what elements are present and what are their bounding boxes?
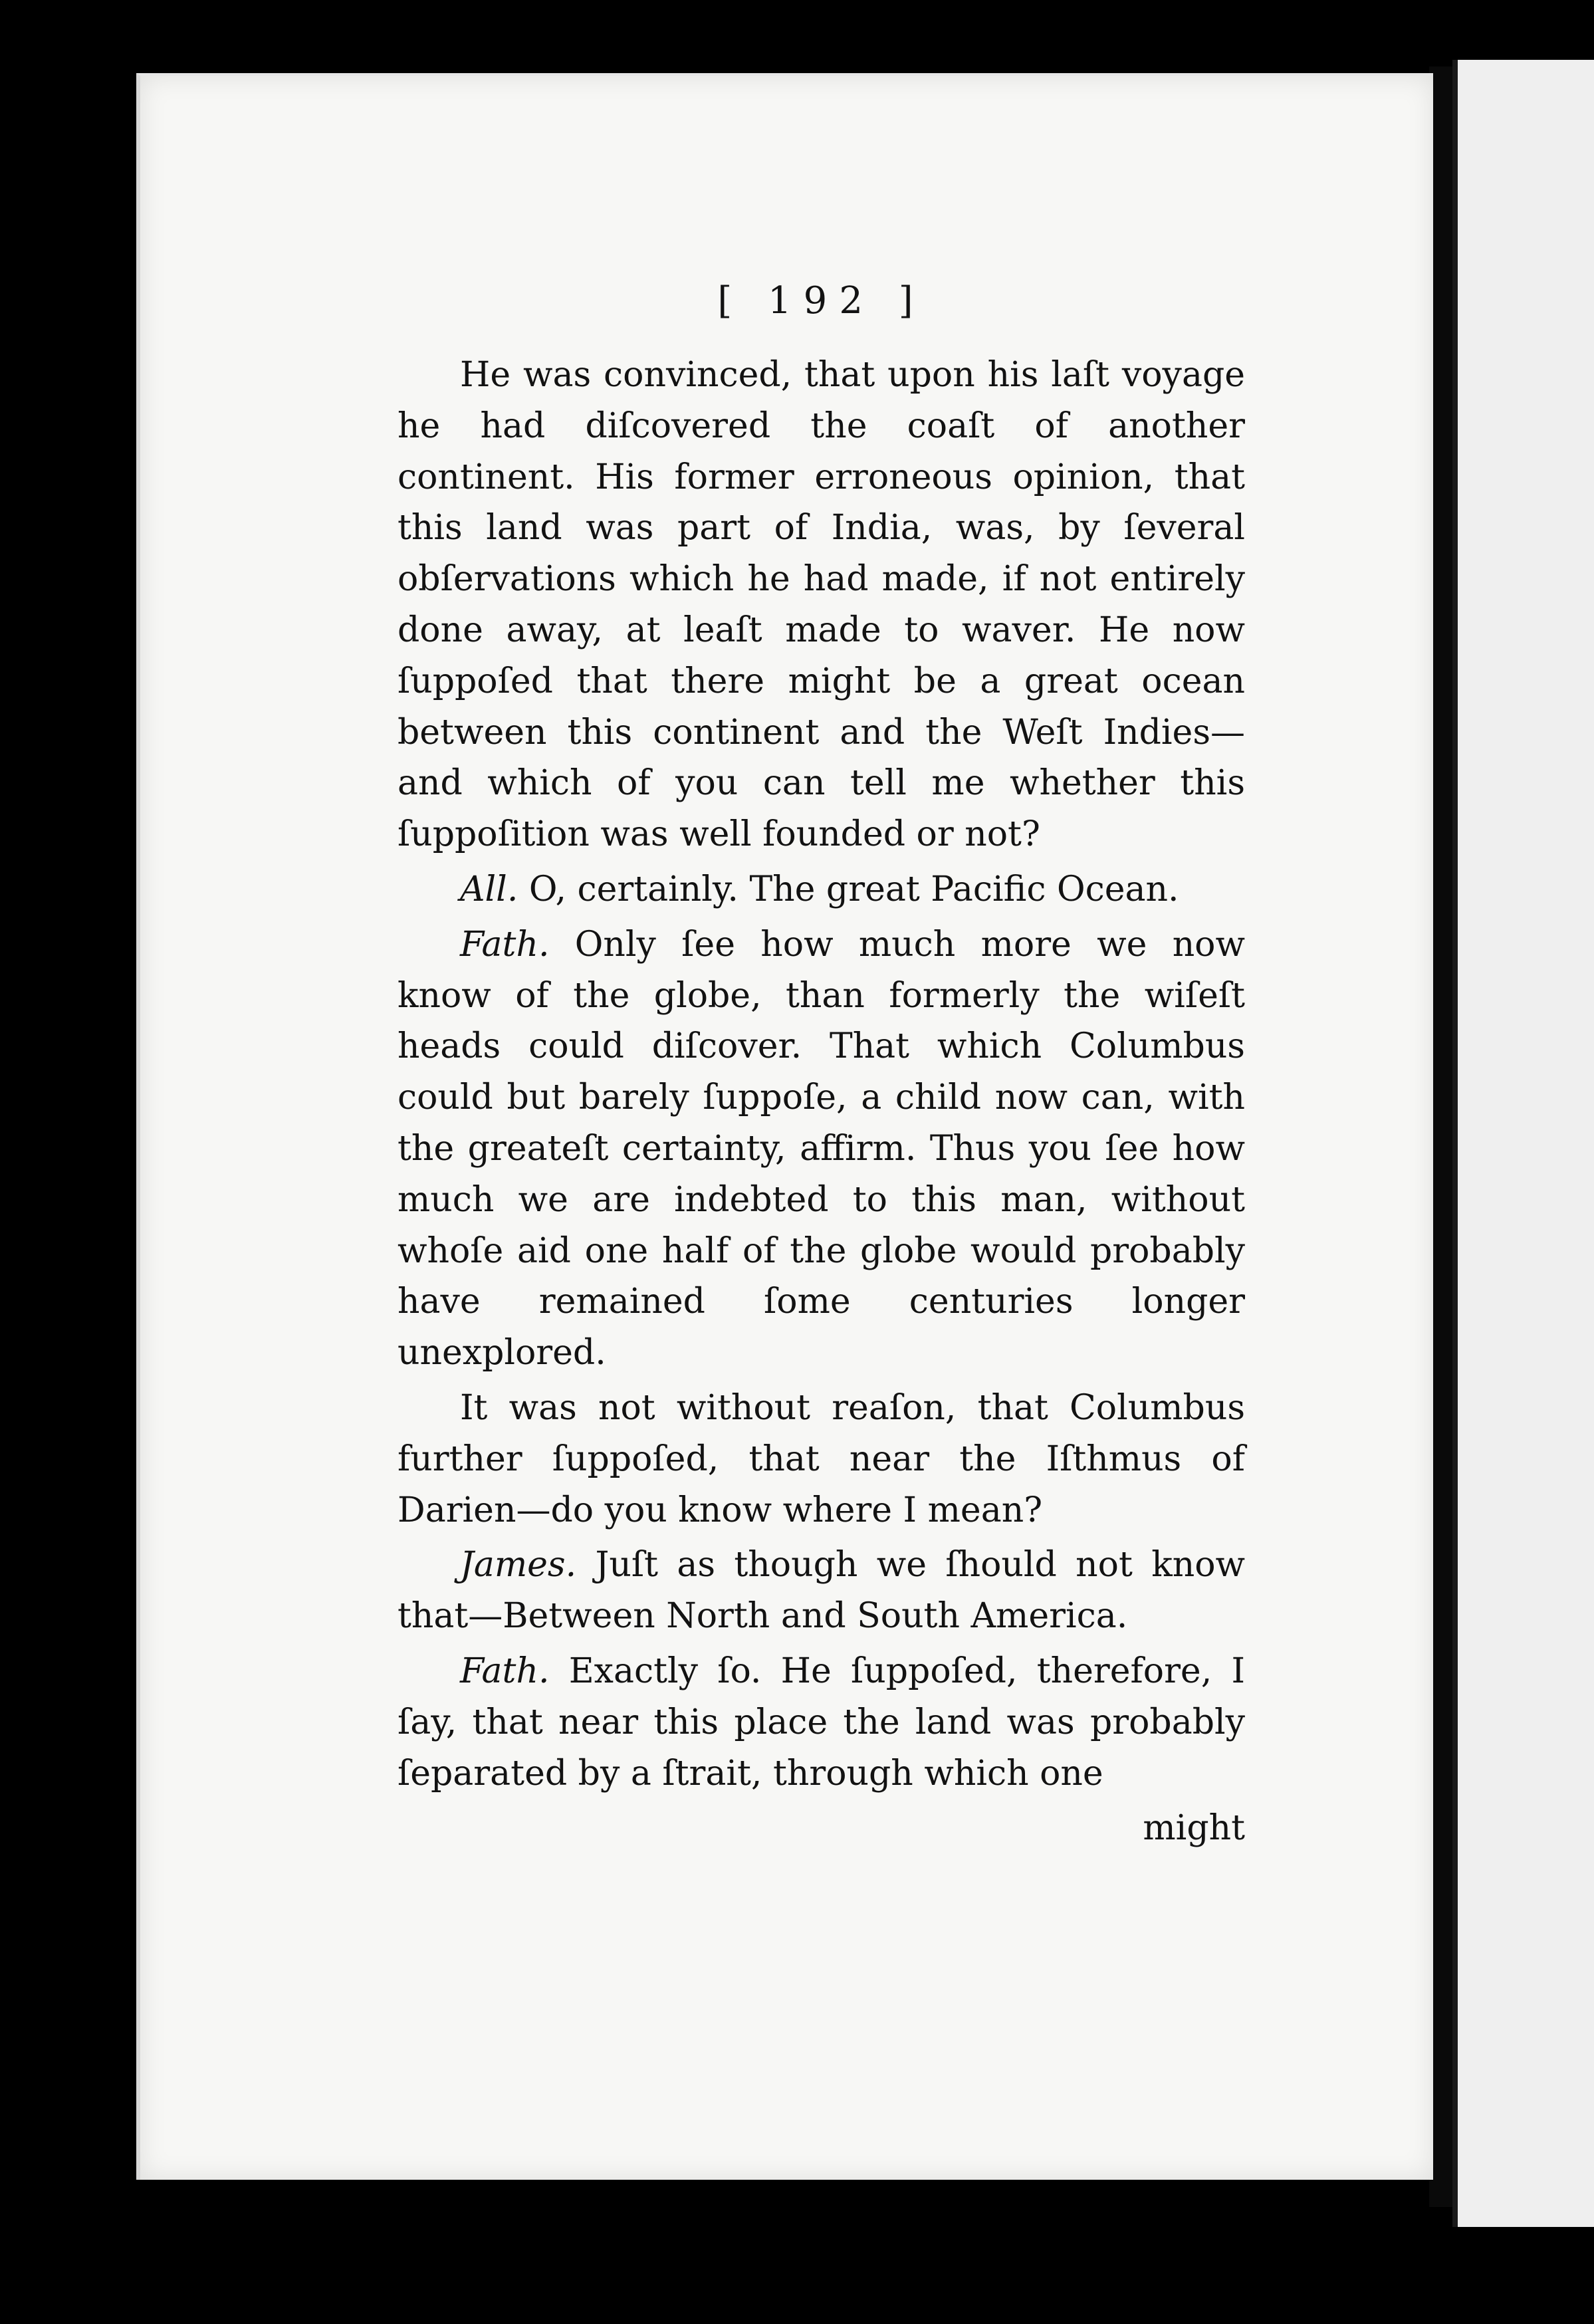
- page-text: [398, 279, 1245, 1854]
- speaker-label: Fath.: [460, 924, 550, 965]
- paragraph-5-text: Juſt as though we ſhould not know that—Between North and South America.: [398, 1545, 1246, 1637]
- paragraph-3: [398, 919, 1245, 1379]
- page-number: [ 192 ]: [717, 279, 925, 322]
- paragraph-6: [398, 1646, 1245, 1799]
- paragraph-2: [398, 864, 1245, 915]
- speaker-label: James.: [460, 1545, 577, 1585]
- paragraph-5: [398, 1540, 1245, 1642]
- speaker-label: Fath.: [460, 1651, 550, 1691]
- catchword: might: [1143, 1808, 1245, 1849]
- paragraph-3-text: Only ſee how much more we now know of the globe, than formerly the wiſeſt heads could diſcover. That which Columbus could but barely ſuppoſe, a child now can, with the greateſt certainty, affirm. Thus you ſee how much we are indebted to this man, without whoſe aid one half of the globe would probably have remained ſome centuries longer unexplored.: [398, 924, 1245, 1373]
- paragraph-4: [398, 1383, 1245, 1536]
- paragraph-6-text: Exactly ſo. He ſuppoſed, therefore, I ſay, that near this place the land was probably ſeparated by a ſtrait, through which one: [398, 1651, 1246, 1794]
- paragraph-1-text: He was convinced, that upon his laſt voyage he had diſcovered the coaſt of another continent. His former erroneous opinion, that this land was part of India, was, by ſeveral obſervations which he had made, if not entirely done away, at leaſt made to waver. He now ſuppoſed that there might be a great ocean between this continent and the Weſt Indies—and which of you can tell me whether this ſuppoſition was well founded or not?: [398, 355, 1245, 855]
- paragraph-4-text: It was not without reaſon, that Columbus further ſuppoſed, that near the Iſthmus of Darien—do you know where I mean?: [398, 1387, 1245, 1530]
- paragraph-1: [398, 350, 1245, 860]
- speaker-label: All.: [460, 869, 518, 909]
- adjacent-page-edge: [1452, 60, 1594, 2227]
- paragraph-2-text: O, certainly. The great Pacific Ocean.: [528, 869, 1179, 909]
